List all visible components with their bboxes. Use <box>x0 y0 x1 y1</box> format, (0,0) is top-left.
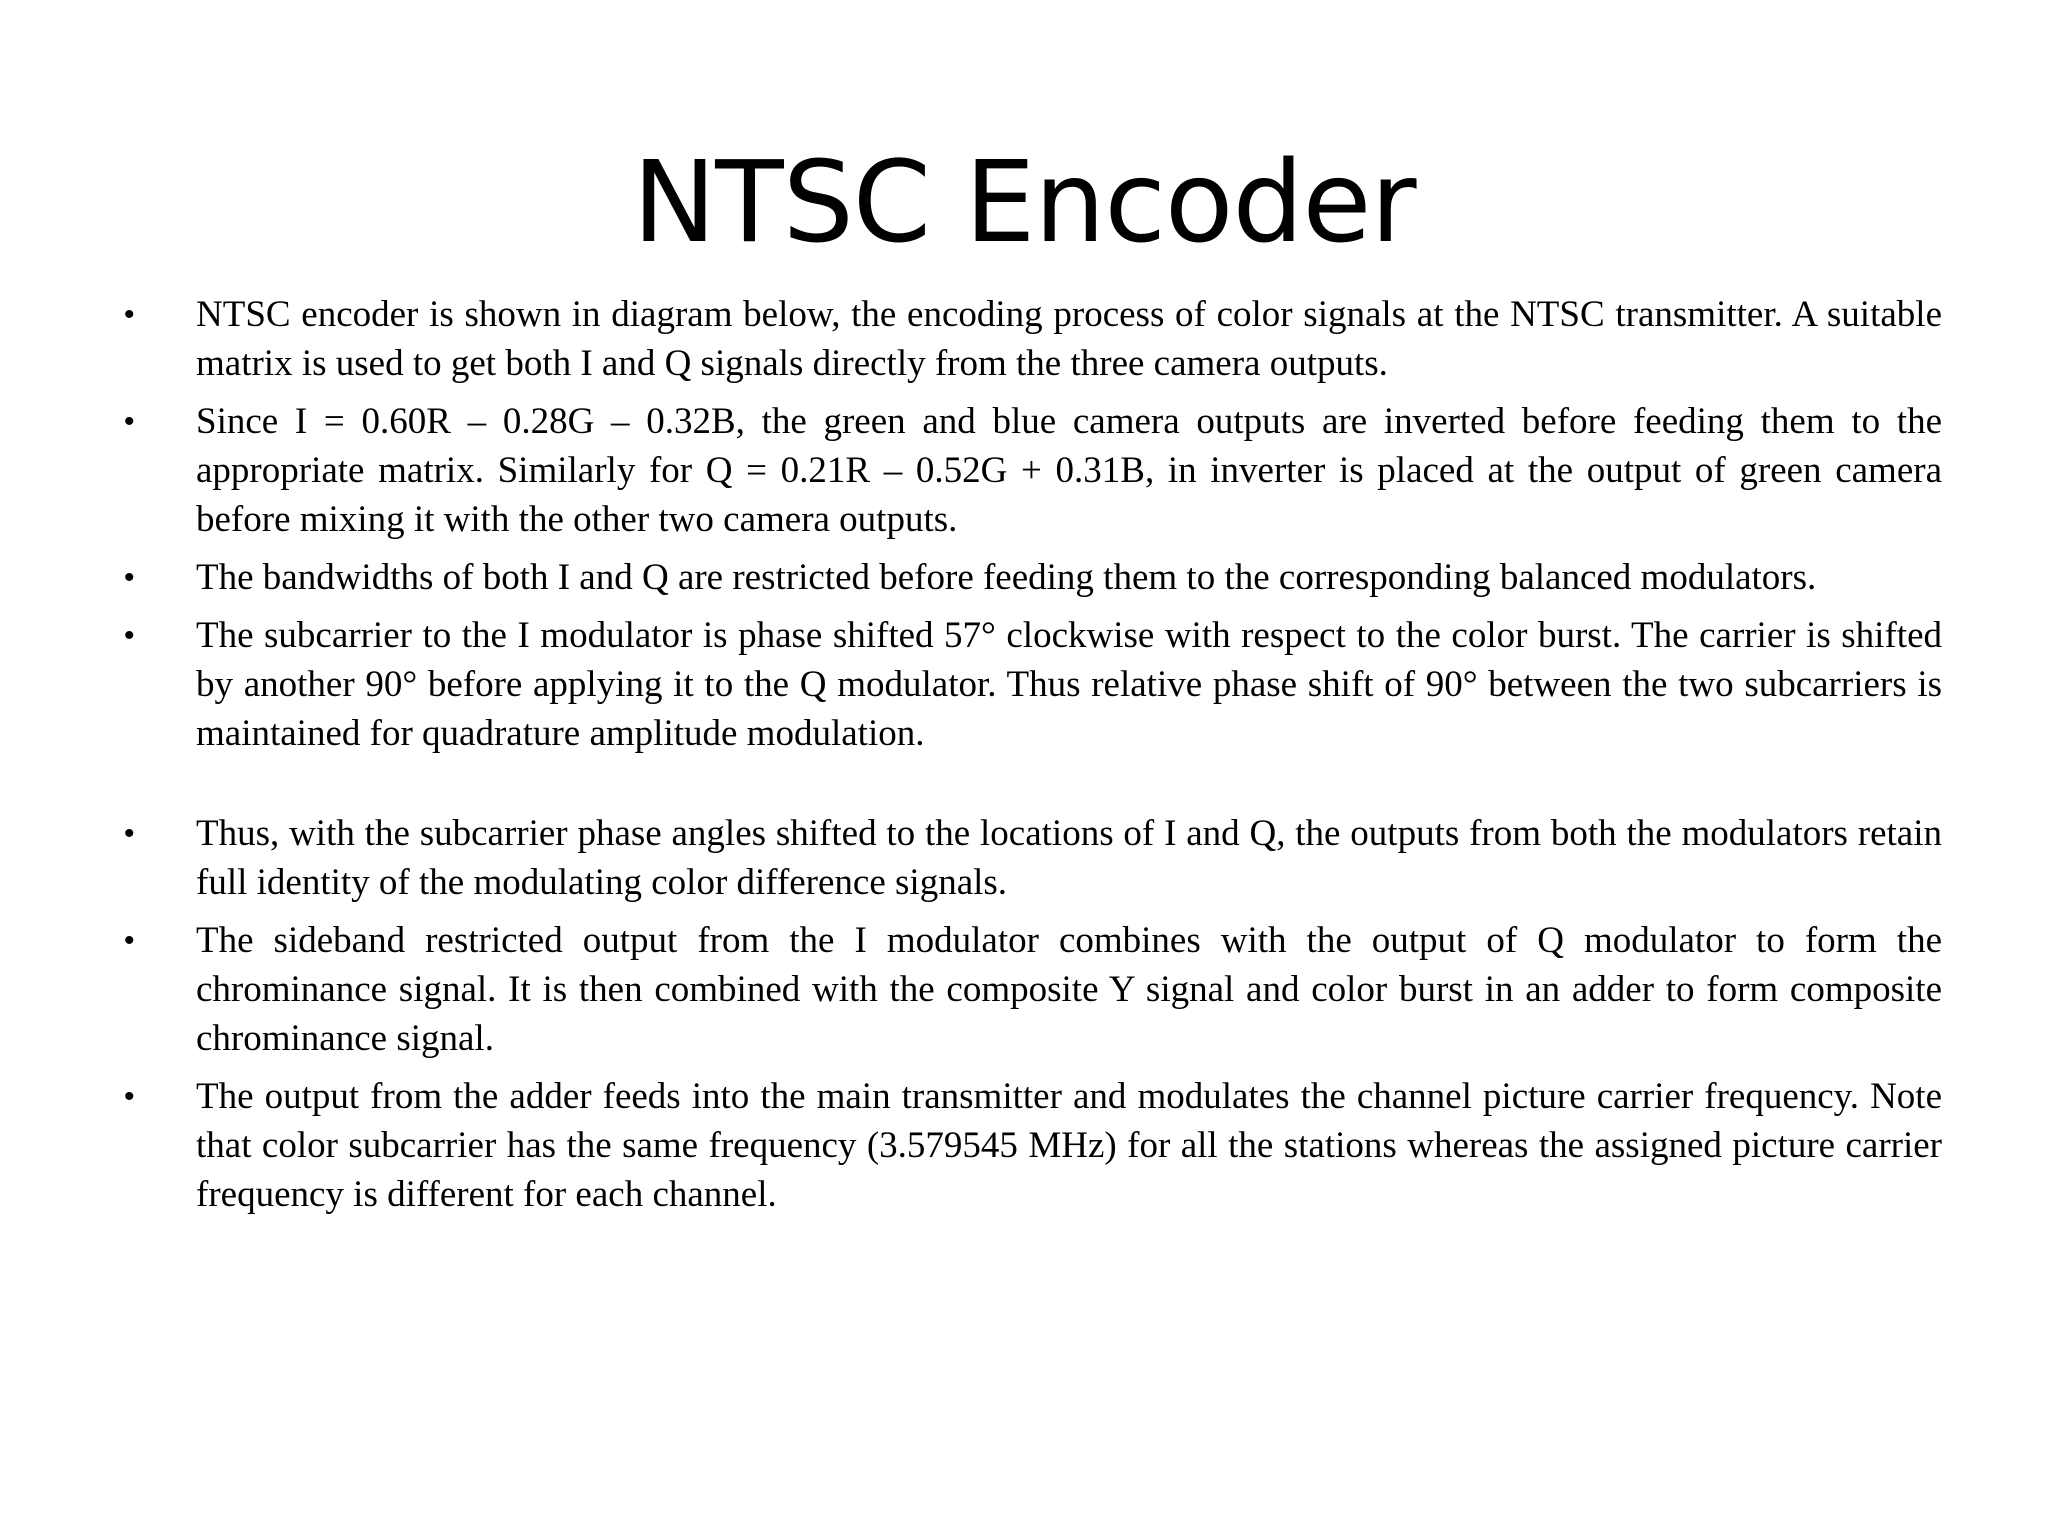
slide-title: NTSC Encoder <box>632 138 1416 268</box>
bullet-icon: • <box>124 1080 135 1113</box>
bullet-text: The output from the adder feeds into the main transmitter and modulates the channel picture carrier frequency. Note that color subcarrier has the same frequency (3.579545 MHz) for all the stations whereas the assigned picture carrier frequency is different for each channel. <box>196 1076 1942 1215</box>
bullet-item-1 <box>122 290 1942 388</box>
bullet-text: The sideband restricted output from the I modulator combines with the output of Q modulator to form the chrominance signal. It is then combined with the composite Y signal and color burst in an adder to form composite chrominance signal. <box>196 920 1942 1059</box>
bullet-item-6 <box>122 916 1942 1063</box>
bullet-item-7 <box>122 1072 1942 1219</box>
bullet-text: Thus, with the subcarrier phase angles shifted to the locations of I and Q, the outputs from both the modulators retain full identity of the modulating color difference signals. <box>196 813 1942 903</box>
bullet-icon: • <box>124 817 135 850</box>
bullet-item-2 <box>122 397 1942 544</box>
bullet-text: NTSC encoder is shown in diagram below, the encoding process of color signals at the NTSC transmitter. A suitable matrix is used to get both I and Q signals directly from the three camera outputs. <box>196 294 1942 384</box>
bullet-item-5 <box>122 809 1942 907</box>
bullet-icon: • <box>124 619 135 652</box>
bullet-icon: • <box>124 924 135 957</box>
bullet-list <box>122 290 1942 1228</box>
bullet-icon: • <box>124 405 135 438</box>
bullet-item-3 <box>122 553 1942 602</box>
bullet-text: Since I = 0.60R – 0.28G – 0.32B, the green and blue camera outputs are inverted before feeding them to the appropriate matrix. Similarly for Q = 0.21R – 0.52G + 0.31B, in inverter is placed at the output of green camera before mixing it with the other two camera outputs. <box>196 401 1942 540</box>
bullet-item-4 <box>122 611 1942 758</box>
bullet-icon: • <box>124 561 135 594</box>
bullet-text: The subcarrier to the I modulator is phase shifted 57° clockwise with respect to the color burst. The carrier is shifted by another 90° before applying it to the Q modulator. Thus relative phase shift of 90° between the two subcarriers is maintained for quadrature amplitude modulation. <box>196 615 1942 754</box>
bullet-text: The bandwidths of both I and Q are restricted before feeding them to the corresponding balanced modulators. <box>196 557 1817 598</box>
bullet-icon: • <box>124 298 135 331</box>
